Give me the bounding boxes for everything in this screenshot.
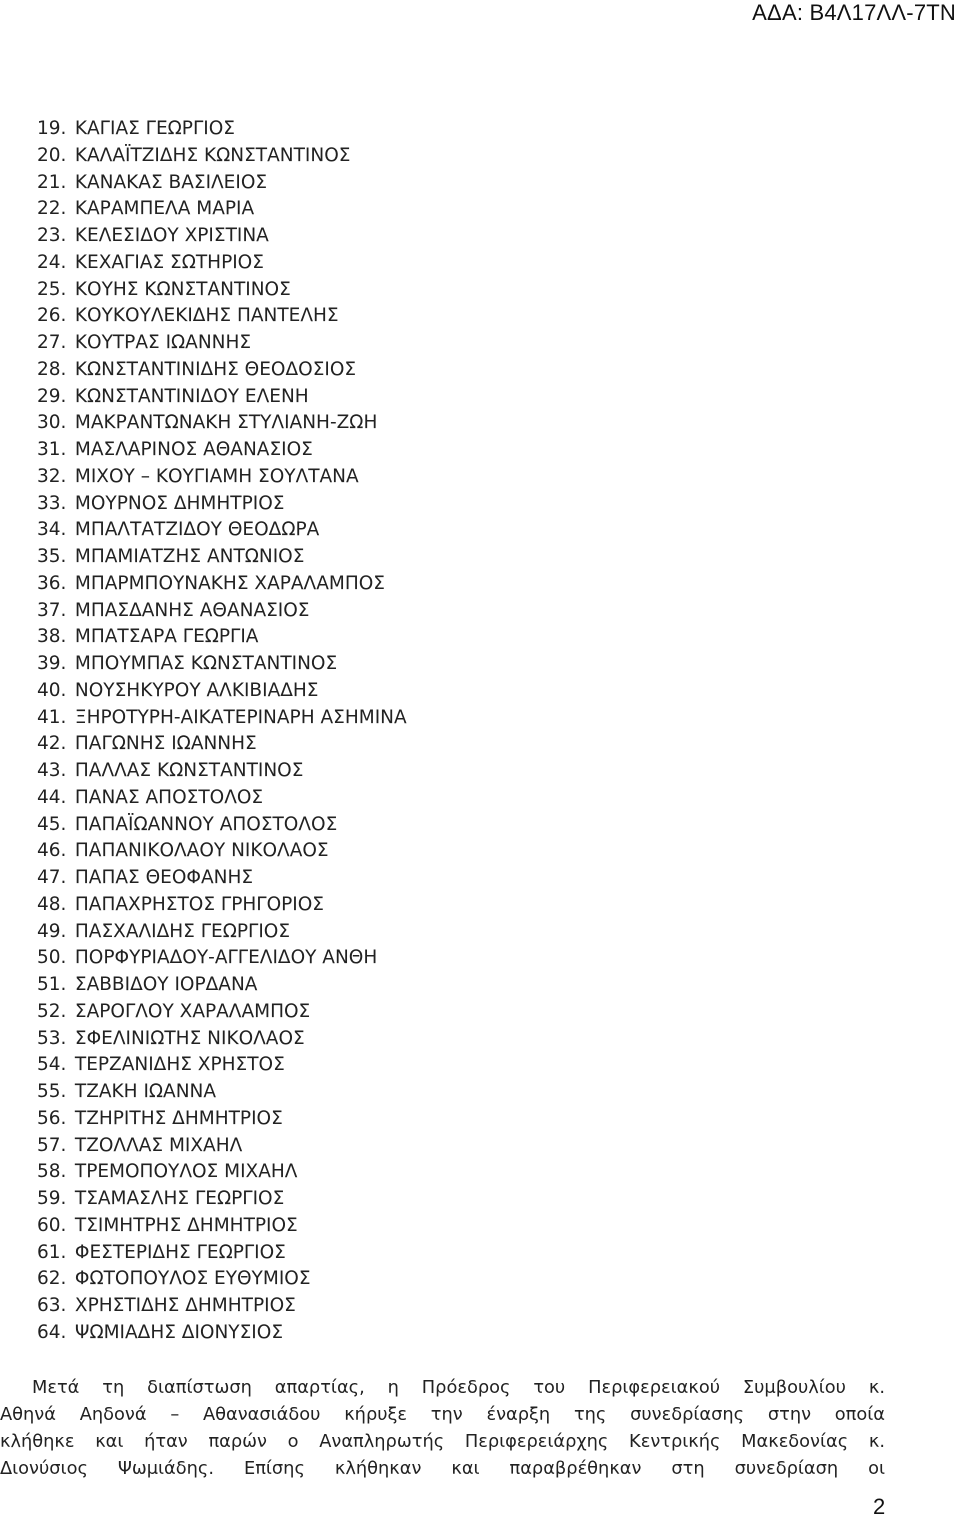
- list-item-name: ΠΑΝΑΣ ΑΠΟΣΤΟΛΟΣ: [74, 786, 264, 808]
- list-item-name: ΚΟΥΚΟΥΛΕΚΙΔΗΣ ΠΑΝΤΕΛΗΣ: [74, 305, 339, 327]
- list-item-number: 44.: [37, 786, 67, 808]
- meeting-paragraph: [0, 1374, 885, 1482]
- list-item-name: ΜΑΣΛΑΡΙΝΟΣ ΑΘΑΝΑΣΙΟΣ: [74, 439, 313, 460]
- list-item-number: 21.: [37, 171, 67, 193]
- list-item-number: 52.: [37, 1000, 67, 1022]
- list-item-number: 34.: [37, 519, 67, 541]
- list-item: [37, 223, 407, 250]
- list-item-number: 41.: [37, 706, 67, 728]
- list-item-number: 55.: [37, 1081, 67, 1102]
- list-item: [37, 437, 407, 464]
- list-item: [37, 1026, 407, 1053]
- list-item-number: 61.: [37, 1241, 67, 1263]
- list-item-number: 47.: [37, 867, 67, 888]
- list-item-number: 58.: [37, 1161, 67, 1183]
- list-item-name: ΚΕΛΕΣΙΔΟΥ ΧΡΙΣΤΙΝΑ: [74, 225, 269, 246]
- list-item-name: ΠΑΠΑΝΙΚΟΛΑΟΥ ΝΙΚΟΛΑΟΣ: [74, 840, 329, 862]
- list-item-number: 31.: [37, 439, 67, 460]
- list-item-number: 60.: [37, 1214, 67, 1236]
- list-item: [37, 1159, 407, 1186]
- list-item-name: ΚΟΥΗΣ ΚΩΝΣΤΑΝΤΙΝΟΣ: [74, 278, 291, 300]
- list-item-name: ΤΖΗΡΙΤΗΣ ΔΗΜΗΤΡΙΟΣ: [74, 1107, 283, 1129]
- list-item-number: 53.: [37, 1027, 67, 1049]
- list-item-name: ΝΟΥΣΗΚΥΡΟΥ ΑΛΚΙΒΙΑΔΗΣ: [74, 679, 319, 701]
- list-item: [37, 838, 407, 865]
- list-item-number: 33.: [37, 492, 67, 514]
- list-item-number: 32.: [37, 465, 67, 487]
- list-item: [37, 785, 407, 812]
- list-item-name: ΞΗΡΟΤΥΡΗ-ΑΙΚΑΤΕΡΙΝΑΡΗ ΑΣΗΜΙΝΑ: [74, 706, 407, 728]
- list-item-name: ΜΠΟΥΜΠΑΣ ΚΩΝΣΤΑΝΤΙΝΟΣ: [74, 653, 338, 674]
- list-item-name: ΠΑΠΑΪΩΑΝΝΟΥ ΑΠΟΣΤΟΛΟΣ: [74, 813, 338, 835]
- list-item-number: 22.: [37, 198, 67, 220]
- list-item-name: ΤΕΡΖΑΝΙΔΗΣ ΧΡΗΣΤΟΣ: [74, 1054, 285, 1076]
- attendee-list: [37, 116, 407, 1347]
- list-item-name: ΤΡΕΜΟΠΟΥΛΟΣ ΜΙΧΑΗΛ: [74, 1161, 298, 1183]
- paragraph-line: Διονύσιος Ψωμιάδης. Επίσης κλήθηκαν και παραβρέθηκαν στη συνεδρίαση οι: [0, 1458, 885, 1479]
- list-item-number: 63.: [37, 1295, 67, 1316]
- list-item-name: ΦΩΤΟΠΟΥΛΟΣ ΕΥΘΥΜΙΟΣ: [74, 1268, 311, 1290]
- list-item-name: ΦΕΣΤΕΡΙΔΗΣ ΓΕΩΡΓΙΟΣ: [74, 1241, 286, 1263]
- list-item-number: 27.: [37, 332, 67, 353]
- list-item: [37, 1133, 407, 1160]
- list-item: [37, 1320, 407, 1347]
- list-item-name: ΜΙΧΟΥ – ΚΟΥΓΙΑΜΗ ΣΟΥΛΤΑΝΑ: [74, 465, 359, 487]
- list-item: [37, 196, 407, 223]
- list-item: [37, 277, 407, 304]
- list-item-name: ΜΠΑΡΜΠΟΥΝΑΚΗΣ ΧΑΡΑΛΑΜΠΟΣ: [74, 572, 385, 594]
- list-item: [37, 357, 407, 384]
- list-item-number: 48.: [37, 893, 67, 915]
- list-item: [37, 812, 407, 839]
- list-item: [37, 999, 407, 1026]
- list-item: [37, 892, 407, 919]
- list-item-number: 26.: [37, 305, 67, 327]
- list-item-number: 28.: [37, 358, 67, 380]
- list-item: [37, 1240, 407, 1267]
- list-item-number: 40.: [37, 679, 67, 701]
- list-item: [37, 972, 407, 999]
- list-item-number: 64.: [37, 1321, 67, 1343]
- list-item: [37, 170, 407, 197]
- list-item: [37, 464, 407, 491]
- list-item-number: 54.: [37, 1054, 67, 1076]
- list-item: [37, 705, 407, 732]
- list-item-name: ΚΑΛΑΪΤΖΙΔΗΣ ΚΩΝΣΤΑΝΤΙΝΟΣ: [74, 144, 351, 166]
- list-item-number: 49.: [37, 920, 67, 942]
- list-item-number: 29.: [37, 385, 67, 407]
- list-item-name: ΤΖΑΚΗ ΙΩΑΝΝΑ: [74, 1081, 217, 1102]
- list-item: [37, 598, 407, 625]
- list-item: [37, 384, 407, 411]
- list-item: [37, 1079, 407, 1106]
- list-item: [37, 678, 407, 705]
- list-item-name: ΚΑΓΙΑΣ ΓΕΩΡΓΙΟΣ: [74, 118, 235, 139]
- list-item-name: ΜΠΑΜΙΑΤΖΗΣ ΑΝΤΩΝΙΟΣ: [74, 546, 305, 567]
- list-item-number: 38.: [37, 626, 67, 648]
- list-item-number: 56.: [37, 1107, 67, 1129]
- list-item: [37, 624, 407, 651]
- list-item-name: ΜΟΥΡΝΟΣ ΔΗΜΗΤΡΙΟΣ: [74, 492, 285, 514]
- list-item-name: ΠΟΡΦΥΡΙΑΔΟΥ-ΑΓΓΕΛΙΔΟΥ ΑΝΘΗ: [74, 947, 378, 969]
- list-item-name: ΣΑΒΒΙΔΟΥ ΙΟΡΔΑΝΑ: [74, 974, 258, 995]
- list-item: [37, 1106, 407, 1133]
- list-item-number: 19.: [37, 118, 67, 139]
- list-item-number: 20.: [37, 144, 67, 166]
- list-item: [37, 1293, 407, 1320]
- list-item: [37, 116, 407, 143]
- list-item-name: ΚΑΡΑΜΠΕΛΑ ΜΑΡΙΑ: [74, 198, 255, 220]
- list-item: [37, 865, 407, 892]
- list-item: [37, 571, 407, 598]
- list-item-name: ΠΑΠΑΧΡΗΣΤΟΣ ΓΡΗΓΟΡΙΟΣ: [74, 893, 324, 915]
- list-item-name: ΜΠΑΣΔΑΝΗΣ ΑΘΑΝΑΣΙΟΣ: [74, 599, 310, 621]
- list-item-name: ΤΖΟΛΛΑΣ ΜΙΧΑΗΛ: [74, 1134, 243, 1156]
- list-item: [37, 544, 407, 571]
- list-item: [37, 1266, 407, 1293]
- list-item: [37, 919, 407, 946]
- list-item-name: ΣΑΡΟΓΛΟΥ ΧΑΡΑΛΑΜΠΟΣ: [74, 1000, 311, 1022]
- list-item-number: 45.: [37, 813, 67, 835]
- list-item-number: 36.: [37, 572, 67, 594]
- list-item: [37, 731, 407, 758]
- list-item: [37, 758, 407, 785]
- list-item-name: ΚΕΧΑΓΙΑΣ ΣΩΤΗΡΙΟΣ: [74, 251, 264, 273]
- paragraph-line: κλήθηκε και ήταν παρών ο Αναπληρωτής Περιφερειάρχης Κεντρικής Μακεδονίας κ.: [0, 1431, 885, 1452]
- list-item: [37, 330, 407, 357]
- list-item: [37, 491, 407, 518]
- list-item-number: 37.: [37, 599, 67, 621]
- list-item: [37, 651, 407, 678]
- list-item-name: ΜΠΑΛΤΑΤΖΙΔΟΥ ΘΕΟΔΩΡΑ: [74, 519, 320, 541]
- list-item-name: ΜΑΚΡΑΝΤΩΝΑΚΗ ΣΤΥΛΙΑΝΗ-ΖΩΗ: [74, 412, 378, 434]
- list-item: [37, 143, 407, 170]
- list-item-number: 62.: [37, 1268, 67, 1290]
- list-item-number: 57.: [37, 1134, 67, 1156]
- list-item: [37, 1213, 407, 1240]
- paragraph-line: Μετά τη διαπίστωση απαρτίας, η Πρόεδρος του Περιφερειακού Συμβουλίου κ.: [32, 1377, 885, 1398]
- list-item-number: 42.: [37, 733, 67, 755]
- list-item-number: 23.: [37, 225, 67, 246]
- list-item-name: ΤΣΑΜΑΣΛΗΣ ΓΕΩΡΓΙΟΣ: [74, 1188, 285, 1209]
- list-item: [37, 410, 407, 437]
- list-item-name: ΚΑΝΑΚΑΣ ΒΑΣΙΛΕΙΟΣ: [74, 171, 268, 193]
- list-item-name: ΠΑΠΑΣ ΘΕΟΦΑΝΗΣ: [74, 867, 254, 888]
- list-item-number: 43.: [37, 760, 67, 781]
- list-item-number: 30.: [37, 412, 67, 434]
- list-item-name: ΨΩΜΙΑΔΗΣ ΔΙΟΝΥΣΙΟΣ: [74, 1321, 284, 1343]
- list-item-number: 25.: [37, 278, 67, 300]
- list-item-name: ΤΣΙΜΗΤΡΗΣ ΔΗΜΗΤΡΙΟΣ: [74, 1214, 298, 1236]
- list-item-name: ΠΑΣΧΑΛΙΔΗΣ ΓΕΩΡΓΙΟΣ: [74, 920, 291, 942]
- list-item-number: 24.: [37, 251, 67, 273]
- list-item-name: ΚΩΝΣΤΑΝΤΙΝΙΔΟΥ ΕΛΕΝΗ: [74, 385, 309, 407]
- list-item: [37, 250, 407, 277]
- list-item-number: 46.: [37, 840, 67, 862]
- list-item-number: 39.: [37, 653, 67, 674]
- list-item: [37, 945, 407, 972]
- list-item: [37, 1186, 407, 1213]
- list-item-name: ΧΡΗΣΤΙΔΗΣ ΔΗΜΗΤΡΙΟΣ: [74, 1295, 296, 1316]
- list-item-name: ΚΟΥΤΡΑΣ ΙΩΑΝΝΗΣ: [74, 332, 252, 353]
- list-item-name: ΣΦΕΛΙΝΙΩΤΗΣ ΝΙΚΟΛΑΟΣ: [74, 1027, 305, 1049]
- ada-code-header: ΑΔΑ: Β4Λ17ΛΛ-7ΤΝ: [752, 0, 956, 25]
- list-item: [37, 517, 407, 544]
- list-item-name: ΠΑΛΛΑΣ ΚΩΝΣΤΑΝΤΙΝΟΣ: [74, 760, 304, 781]
- list-item-name: ΜΠΑΤΣΑΡΑ ΓΕΩΡΓΙΑ: [74, 626, 259, 648]
- list-item: [37, 303, 407, 330]
- page-number: 2: [873, 1494, 886, 1519]
- list-item-name: ΠΑΓΩΝΗΣ ΙΩΑΝΝΗΣ: [74, 733, 257, 755]
- list-item-number: 59.: [37, 1188, 67, 1209]
- list-item-number: 50.: [37, 947, 67, 969]
- list-item: [37, 1052, 407, 1079]
- list-item-number: 35.: [37, 546, 67, 567]
- list-item-number: 51.: [37, 974, 67, 995]
- paragraph-line: Αθηνά Αηδονά – Αθανασιάδου κήρυξε την έναρξη της συνεδρίασης στην οποία: [0, 1404, 885, 1425]
- list-item-name: ΚΩΝΣΤΑΝΤΙΝΙΔΗΣ ΘΕΟΔΟΣΙΟΣ: [74, 358, 357, 380]
